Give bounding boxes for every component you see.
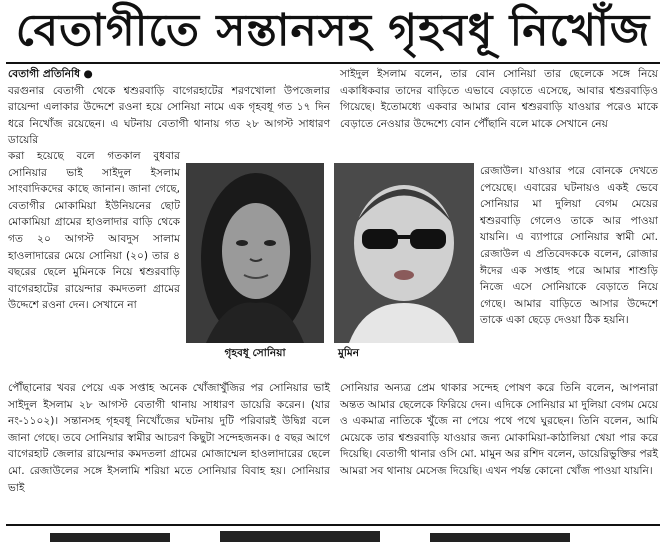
right-column-top	[340, 66, 658, 132]
photo-mumin	[334, 163, 474, 343]
photo-mumin-graphic	[334, 163, 474, 343]
bottom-rule	[6, 524, 660, 526]
left-column-top	[8, 66, 330, 149]
headline-rule	[6, 62, 660, 64]
right-column-narrow	[480, 163, 658, 329]
left-narrow-paragraph: করা হয়েছে বলে গতকাল বুধবার সোনিয়ার ভাই সাইদুল ইসলাম সাংবাদিকদের কাছে জানান। জানা গেছে, বেতাগীর মোকামিয়া ইউনিয়নের ছোট মোকামিয়া গ্রামের হাওলাদার বাড়ি থেকে গত ২০ আগস্ট আবদুস সালাম হাওলাদারের মেয়ে সোনিয়া (২০) তার ৪ বছরের ছেলে মুমিনকে নিয়ে শ্বশুরবাড়ি বাগেরহাটের রায়েন্দার কমদতলা গ্রামের উদ্দেশে রওনা দেন। সেখানে না	[8, 150, 180, 312]
left-column-narrow	[8, 148, 180, 314]
caption-mumin: মুমিন	[338, 347, 360, 359]
photo-sonia-graphic	[186, 163, 324, 343]
headline: বেতাগীতে সন্তানসহ গৃহবধূ নিখোঁজ	[15, 5, 651, 56]
byline-bullet: ●	[83, 68, 93, 80]
photo-sonia	[186, 163, 324, 343]
next-article-graphic	[10, 529, 656, 542]
right-narrow-paragraph: রেজাউল। যাওয়ার পরে বোনকে দেখতে পেয়েছে। এবারের ঘটনায়ও একই ভেবে সোনিয়ার মা দুলিয়া বেগম মেয়ের শ্বশুরবাড়ি গেলেও তাকে আর পাওয়া যায়নি। এ ব্যাপারে সোনিয়ার স্বামী মো. রেজাউল এ প্রতিবেদককে বলেন, রোজার ঈদের এক সপ্তাহ পরে আমার শাশুড়ি নিজে এসে সোনিয়াকে বেড়াতে নিয়ে গেছে। আমার বাড়িতে আসার উদ্দেশে তাকে একা ছেড়ে দেওয়া ঠিক হয়নি।	[480, 165, 658, 327]
left-column-bottom	[8, 380, 330, 496]
caption-sonia: গৃহবধূ সোনিয়া	[224, 347, 286, 359]
left-top-paragraph: বরগুনার বেতাগী থেকে শ্বশুরবাড়ি বাগেরহাটের শরণখোলা উপজেলার রায়েন্দা এলাকার উদ্দেশে রওনা হয়ে সোনিয়া নামে এক গৃহবধূ গত ১৭ দিন ধরে নিখোঁজ রয়েছেন। এ ঘটনায় বেতাগী থানায় গত ২৮ আগস্ট সাধারণ ডায়েরি	[8, 84, 330, 147]
byline: বেতাগী প্রতিনিধি	[8, 68, 81, 80]
next-article-strip	[10, 528, 656, 542]
right-top-paragraph: সাইদুল ইসলাম বলেন, তার বোন সোনিয়া তার ছেলেকে সঙ্গে নিয়ে একাধিকবার তাদের বাড়িতে এভাবে বেড়াতে এসেছে, আবার শ্বশুরবাড়িও গিয়েছে। ইতোমধ্যে একবার আমার বোন শ্বশুরবাড়ি যাওয়ার পরেও মাকে বেড়াতে নেওয়ার উদ্দেশ্যে বোন পৌঁছানি বলে মাকে সেখানে নেয়	[340, 68, 658, 130]
left-bottom-paragraph: পৌঁছানোর খবর পেয়ে এক সপ্তাহ অনেক খোঁজাখুঁজির পর সোনিয়ার ভাই সাইদুল ইসলাম ২৮ আগস্ট বেতাগী থানায় সাধারণ ডায়েরি করেন। (যার নং-১১০২)। সন্তানসহ গৃহবধূ নিখোঁজের ঘটনায় দুটি পরিবারই উদ্বিগ্ন বলে জানা গেছে। তবে সোনিয়ার স্বামীর আচরণ কিছুটা সন্দেহজনক। ৫ বছর আগে বাগেরহাট জেলার রায়েন্দার কমদতলা গ্রামের মোজাম্মেল হাওলাদারের ছেলে মো. রেজাউলের সঙ্গে ইসলামি শরিয়া মতে সোনিয়ার বিবাহ হয়। সোনিয়ার ভাই	[8, 382, 330, 494]
right-bottom-paragraph: সোনিয়ার অন্যত্র প্রেম থাকার সন্দেহ পোষণ করে তিনি বলেন, আপনারা অন্তত আমার ছেলেকে ফিরিয়ে দেন। এদিকে সোনিয়ার মা দুলিয়া বেগম মেয়ে ও একমাত্র নাতিকে খুঁজে না পেয়ে পথে পথে ঘুরছেন। তিনি বলেন, আমি মেয়েকে তার শ্বশুরবাড়ি যাওয়ার জন্য মোকামিয়া-কাঠালিয়া খেয়া পার করে দিয়েছি। বেতাগী থানার ওসি মো. মামুন অর রশিদ বলেন, ডায়েরিভুক্তির পরই আমরা সব থানায় মেসেজ দিয়েছি। এখন পর্যন্ত কোনো খোঁজ পাওয়া যায়নি।	[340, 382, 658, 477]
right-column-bottom	[340, 380, 658, 480]
